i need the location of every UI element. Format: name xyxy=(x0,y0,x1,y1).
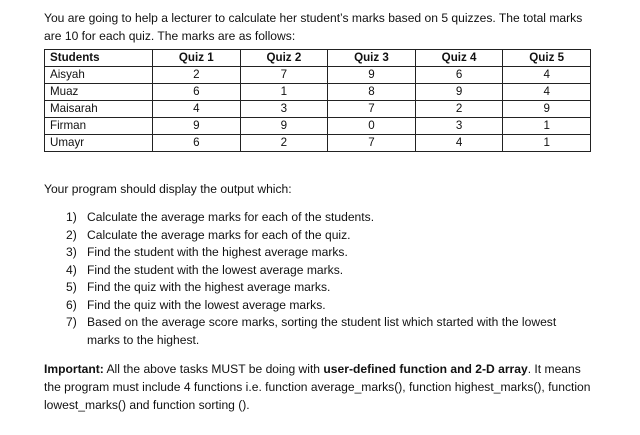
mark-cell: 2 xyxy=(240,135,328,152)
mark-cell: 9 xyxy=(328,67,416,84)
student-name: Maisarah xyxy=(45,101,153,118)
mark-cell: 1 xyxy=(503,135,591,152)
mark-cell: 9 xyxy=(240,118,328,135)
student-name: Firman xyxy=(45,118,153,135)
mark-cell: 3 xyxy=(415,118,503,135)
header-quiz-2: Quiz 2 xyxy=(240,50,328,67)
mark-cell: 8 xyxy=(328,84,416,101)
task-text: Based on the average score marks, sorting the student list which started with the lowest marks to the highest. xyxy=(87,315,557,347)
mark-cell: 7 xyxy=(240,67,328,84)
task-text: Find the student with the lowest average marks. xyxy=(87,262,344,277)
mark-cell: 4 xyxy=(415,135,503,152)
list-item xyxy=(44,297,592,315)
header-quiz-1: Quiz 1 xyxy=(153,50,241,67)
important-text-2: . It means the program must include 4 functions i.e. function average_marks(), function highest_marks(), function lowest_marks() and function sorting (). xyxy=(44,362,591,412)
mark-cell: 4 xyxy=(153,101,241,118)
task-number: 3) xyxy=(66,245,77,259)
task-text: Find the quiz with the lowest average marks. xyxy=(87,297,326,312)
header-quiz-5: Quiz 5 xyxy=(503,50,591,67)
student-name: Umayr xyxy=(45,135,153,152)
table-row xyxy=(45,118,591,135)
mark-cell: 9 xyxy=(153,118,241,135)
mark-cell: 6 xyxy=(153,84,241,101)
important-text-1: All the above tasks MUST be doing with xyxy=(103,362,324,376)
mark-cell: 9 xyxy=(415,84,503,101)
student-name: Aisyah xyxy=(45,67,153,84)
task-number: 5) xyxy=(66,280,77,294)
header-quiz-4: Quiz 4 xyxy=(415,50,503,67)
table-row xyxy=(45,67,591,84)
task-list xyxy=(44,209,592,349)
mark-cell: 6 xyxy=(415,67,503,84)
document xyxy=(44,9,592,414)
mark-cell: 3 xyxy=(240,101,328,118)
mark-cell: 4 xyxy=(503,67,591,84)
mark-cell: 2 xyxy=(153,67,241,84)
table-header-row xyxy=(45,50,591,67)
table-row xyxy=(45,135,591,152)
task-number: 6) xyxy=(66,297,77,312)
task-number: 4) xyxy=(66,262,77,277)
task-number: 2) xyxy=(66,227,77,242)
mark-cell: 0 xyxy=(328,118,416,135)
list-item xyxy=(44,314,592,349)
marks-table xyxy=(44,49,591,152)
mark-cell: 6 xyxy=(153,135,241,152)
student-name: Muaz xyxy=(45,84,153,101)
mark-cell: 1 xyxy=(240,84,328,101)
task-text: Find the student with the highest average marks. xyxy=(87,245,348,259)
output-heading: Your program should display the output which: xyxy=(44,182,292,196)
mark-cell: 2 xyxy=(415,101,503,118)
task-text: Calculate the average marks for each of the students. xyxy=(87,210,375,224)
mark-cell: 1 xyxy=(503,118,591,135)
task-number: 7) xyxy=(66,315,77,329)
table-row xyxy=(45,101,591,118)
list-item xyxy=(44,279,592,297)
task-text: Calculate the average marks for each of the quiz. xyxy=(87,227,351,242)
table-row xyxy=(45,84,591,101)
mark-cell: 4 xyxy=(503,84,591,101)
list-item xyxy=(44,244,592,262)
mark-cell: 9 xyxy=(503,101,591,118)
mark-cell: 7 xyxy=(328,135,416,152)
important-label: Important: xyxy=(44,362,104,376)
intro-paragraph: You are going to help a lecturer to calculate her student’s marks based on 5 quizzes. The total marks are 10 for each quiz. The marks are as follows: xyxy=(44,11,583,43)
mark-cell: 7 xyxy=(328,101,416,118)
important-note xyxy=(44,360,592,414)
task-text: Find the quiz with the highest average marks. xyxy=(87,280,331,294)
important-bold-phrase: user-defined function and 2-D array xyxy=(323,362,528,376)
list-item xyxy=(44,209,592,227)
list-item xyxy=(44,227,592,245)
list-item xyxy=(44,262,592,280)
header-students: Students xyxy=(45,50,153,67)
task-number: 1) xyxy=(66,210,77,224)
header-quiz-3: Quiz 3 xyxy=(328,50,416,67)
